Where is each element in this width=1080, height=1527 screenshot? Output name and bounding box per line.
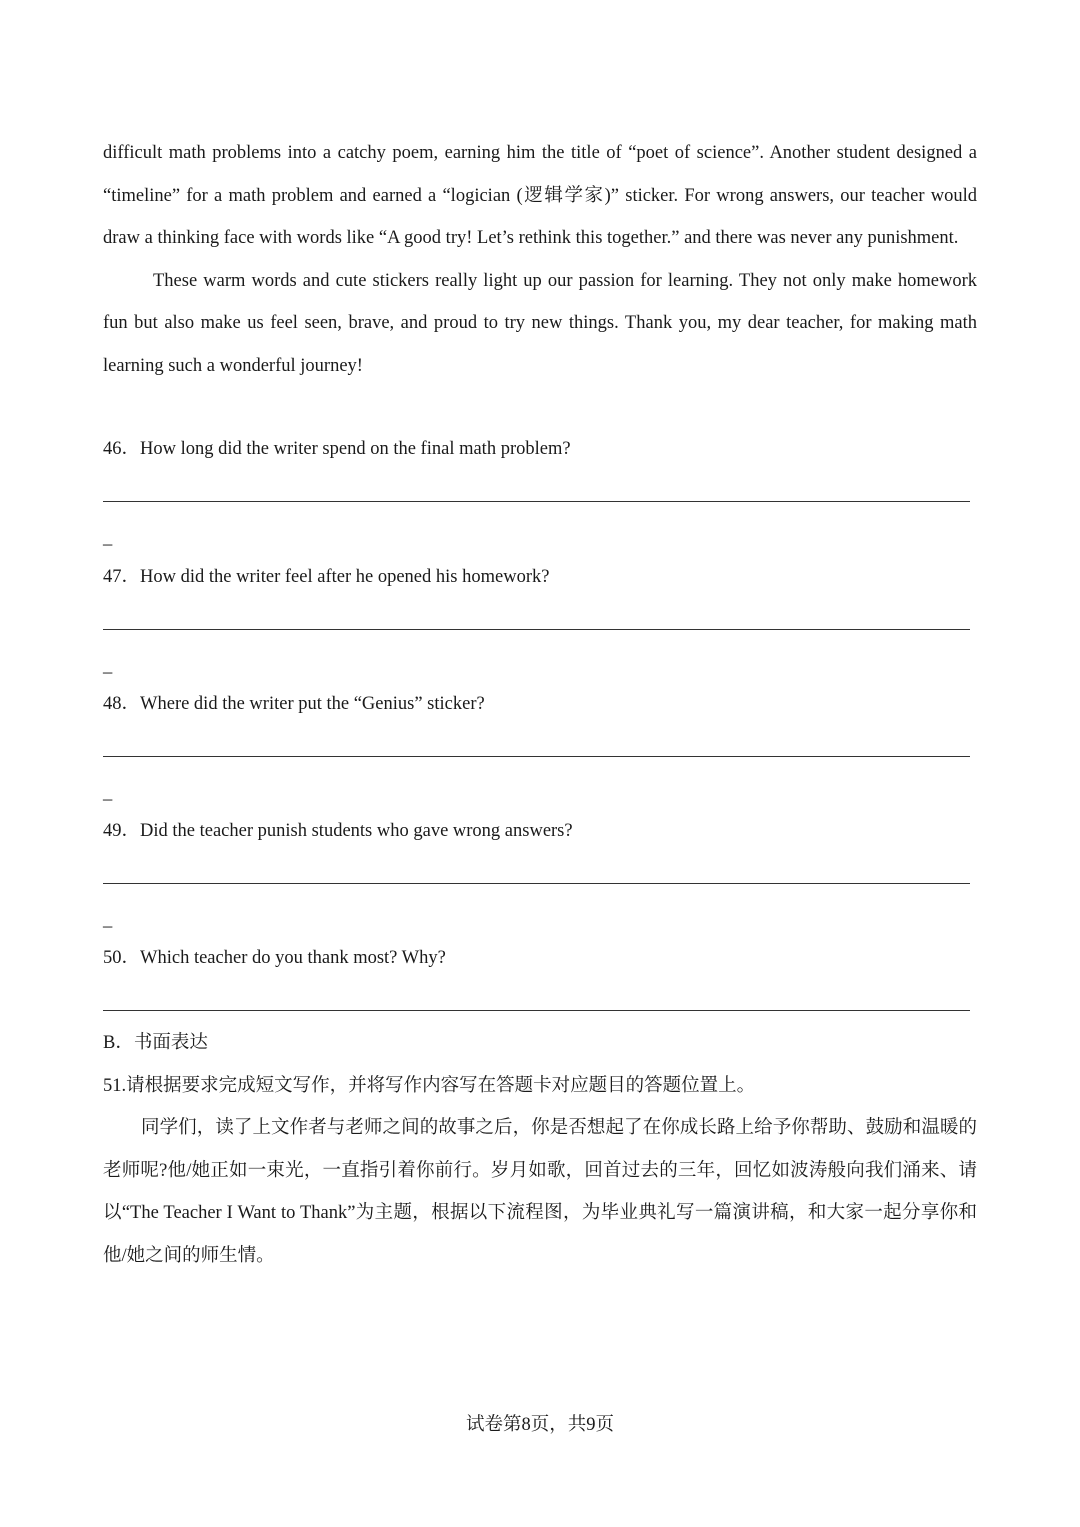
question-number: 46． [103, 439, 141, 459]
question-47 [103, 556, 977, 676]
question-number: 48． [103, 694, 141, 714]
answer-line[interactable] [103, 883, 970, 884]
question-text: Which teacher do you thank most? Why? [140, 948, 446, 968]
page-footer: 试卷第8页，共9页 [465, 1415, 614, 1435]
answer-mark: _ [103, 656, 113, 676]
passage-paragraph-2: These warm words and cute stickers really light up our passion for learning. They not only make homework fun but also make us feel seen, brave, and proud to try new things. Thank you, my dear teacher, for making math learning such a wonderful journey! [103, 270, 977, 376]
question-text: How long did the writer spend on the final math problem? [140, 439, 571, 459]
answer-line[interactable] [103, 501, 970, 502]
section-b-heading: B．书面表达 [103, 1033, 208, 1053]
question-48 [103, 683, 977, 803]
question-text: Did the teacher punish students who gave wrong answers? [140, 821, 573, 841]
exam-page [103, 132, 977, 1266]
writing-task: 51.请根据要求完成短文写作，并将写作内容写在答题卡对应题目的答题位置上。 [103, 1075, 756, 1096]
question-text: Where did the writer put the “Genius” sticker? [140, 694, 485, 714]
question-number: 47． [103, 567, 141, 587]
question-number: 50． [103, 948, 141, 968]
question-number: 49． [103, 821, 141, 841]
question-text: How did the writer feel after he opened his homework? [140, 567, 550, 587]
answer-line[interactable] [103, 1010, 970, 1011]
writing-prompt: 同学们，读了上文作者与老师之间的故事之后，你是否想起了在你成长路上给予你帮助、鼓励和温暖的老师呢?他/她正如一束光，一直指引着你前行。岁月如歌，回首过去的三年，回忆如波涛般向我们涌来、请以“The Teacher I Want to Thank”为主题，根据以下流程图，为毕业典礼写一篇演讲稿，和大家一起分享你和他/她之间的师生情。 [103, 1118, 977, 1266]
question-46 [103, 428, 977, 548]
question-49 [103, 810, 977, 930]
answer-line[interactable] [103, 756, 970, 757]
answer-mark: _ [103, 783, 113, 803]
answer-mark: _ [103, 910, 113, 930]
answer-mark: _ [103, 528, 113, 548]
passage-paragraph-1: difficult math problems into a catchy poem, earning him the title of “poet of science”. Another student designed a “timeline” for a math problem and earned a “logician (逻辑学家)” sticker. For wrong answers, our teacher would draw a thinking face with words like “A good try! Let’s rethink this together.” and there was never any punishment. [103, 143, 977, 248]
section-b [103, 1022, 977, 1277]
answer-line[interactable] [103, 629, 970, 630]
question-50 [103, 937, 977, 1011]
